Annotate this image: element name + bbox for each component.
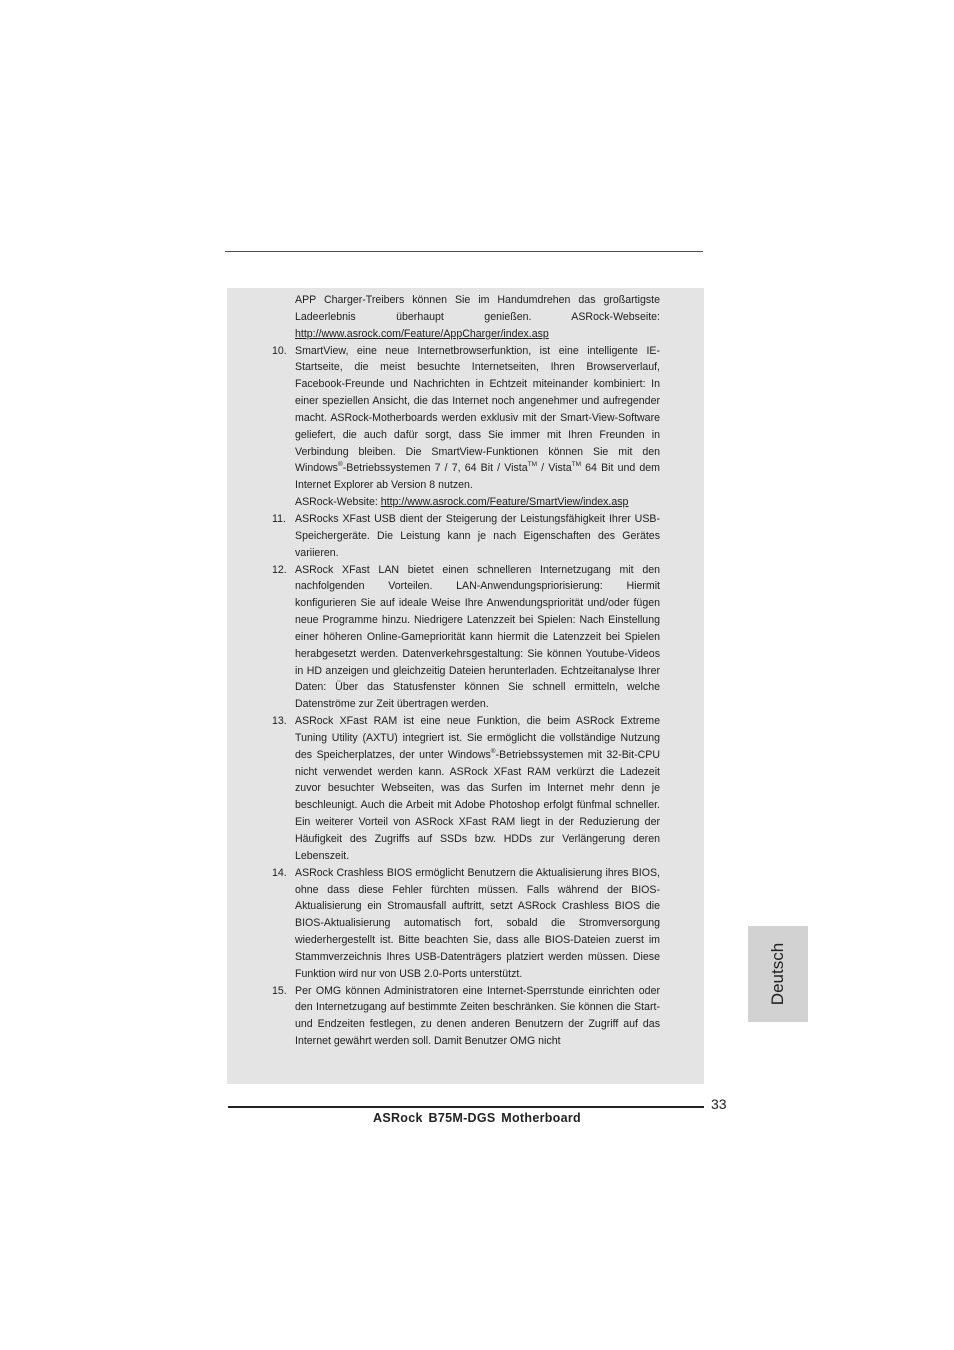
item-text-part: ASRock XFast RAM ist eine neue Funktion, die beim ASRock Extreme Tuning Utility (AXTU) integriert ist. Sie ermöglicht die vollständige Nutzung des Speicherplatzes, der unter Windows xyxy=(295,715,660,761)
language-tab xyxy=(748,926,808,1022)
list-item-12 xyxy=(268,562,660,714)
item-text xyxy=(295,343,660,495)
intro-text: APP Charger-Treibers können Sie im Handumdrehen das großartigste Ladeerlebnis überhaupt genießen. ASRock-Webseite: xyxy=(295,294,660,323)
item-number: 14. xyxy=(272,866,287,879)
item-number: 10. xyxy=(272,344,287,357)
list-item-13 xyxy=(268,713,660,865)
feature-list xyxy=(268,292,660,1050)
item-text-part: SmartView, eine neue Internetbrowserfunktion, ist eine intelligente IE-Startseite, die meist besuchte Internetseiten, Ihren Browserverlauf, Facebook-Freunde und Nachrichten in Echtzeit miteinander kombiniert: In einer speziellen Ansicht, die das Internet noch angenehmer und aufregender macht. ASRock-Motherboards werden exklusiv mit der Smart-View-Software geliefert, die auch dafür sorgt, dass Sie immer mit Ihren Freunden in Verbindung bleiben. Die SmartView-Funktionen können Sie mit den Windows xyxy=(295,344,660,475)
item-number: 12. xyxy=(272,563,287,576)
item-text-part: / Vista xyxy=(537,462,572,475)
item-text: ASRocks XFast USB dient der Steigerung der Leistungsfähigkeit Ihrer USB-Speichergeräte. Die Leistung kann je nach Eigenschaften des Gerätes variieren. xyxy=(295,512,660,559)
item-text xyxy=(295,713,660,865)
language-tab-label: Deutsch xyxy=(768,942,787,1006)
list-item-14 xyxy=(268,865,660,983)
item-text: ASRock XFast LAN bietet einen schnelleren Internetzugang mit den nachfolgenden Vorteilen. LAN-Anwendungspriorisierung: Hiermit konfigurieren Sie auf ideale Weise Ihre Anwendungspriorität und/oder fügen neue Programme hinzu. Niedrigere Latenzzeit bei Spielen: Nach Einstellung einer höheren Online-Gamepriorität kann hiermit die Latenzzeit bei Spielen herabgesetzt werden. Datenverkehrsgestaltung: Sie können Youtube-Videos in HD anzeigen und gleichzeitig Dateien herunterladen. Echtzeitanalyse Ihrer Daten: Über das Statusfenster können Sie schnell ermitteln, welche Datenströme zur Zeit übertragen werden. xyxy=(295,563,660,711)
item-text-part: -Betriebssystemen mit 32-Bit-CPU nicht verwendet werden kann. ASRock XFast RAM verkürzt die Ladezeit zuvor besuchter Webseiten, was das Surfen im Internet mehr denn je beschleunigt. Auch die Arbeit mit Adobe Photoshop erfolgt fünfmal schneller. Ein weiterer Vorteil von ASRock XFast RAM liegt in der Reduzierung der Häufigkeit des Zugriffs auf SSDs bzw. HDDs zur Verlängerung deren Lebenszeit. xyxy=(295,748,660,862)
item-text: ASRock Crashless BIOS ermöglicht Benutzern die Aktualisierung ihres BIOS, ohne dass diese Fehler fürchten müssen. Falls während der BIOS-Aktualisierung ein Stromausfall auftritt, setzt ASRock Crashless BIOS die BIOS-Aktualisierung automatisch fort, sobald die Stromversorgung wiederhergestellt ist. Bitte beachten Sie, dass alle BIOS-Dateien zuerst im Stammverzeichnis Ihres USB-Datenträgers platziert werden müssen. Diese Funktion wird nur von USB 2.0-Ports unterstützt. xyxy=(295,866,660,980)
intro-paragraph xyxy=(268,292,660,343)
website-line xyxy=(295,494,660,511)
website-label: ASRock-Website: xyxy=(295,496,381,509)
trademark-mark: TM xyxy=(527,461,538,469)
header-rule xyxy=(225,251,703,252)
smartview-link[interactable]: http://www.asrock.com/Feature/SmartView/index.asp xyxy=(380,496,629,509)
footer-rule xyxy=(228,1106,704,1108)
appcharger-link[interactable]: http://www.asrock.com/Feature/AppCharger/index.asp xyxy=(295,327,549,340)
list-item-10 xyxy=(268,343,660,511)
trademark-mark: TM xyxy=(571,461,581,469)
page-number: 33 xyxy=(711,1096,727,1112)
item-number: 11. xyxy=(272,512,286,525)
footer-title: ASRock B75M-DGS Motherboard xyxy=(373,1111,581,1125)
list-item-11 xyxy=(268,511,660,562)
registered-mark: ® xyxy=(490,747,496,755)
registered-mark: ® xyxy=(337,461,343,469)
list-item-15 xyxy=(268,983,660,1050)
item-text-part: 64 Bit und dem Internet Explorer ab Version 8 nutzen. xyxy=(295,462,660,492)
item-number: 13. xyxy=(272,715,287,728)
item-number: 15. xyxy=(272,984,287,997)
item-text-part: -Betriebssystemen 7 / 7, 64 Bit / Vista xyxy=(342,462,528,475)
item-text: Per OMG können Administratoren eine Internet-Sperrstunde einrichten oder den Internetzugang auf bestimmte Zeiten beschränken. Sie können die Start- und Endzeiten festlegen, zu denen anderen Benutzern der Zugriff auf das Internet gewährt werden soll. Damit Benutzer OMG nicht xyxy=(295,984,660,1048)
